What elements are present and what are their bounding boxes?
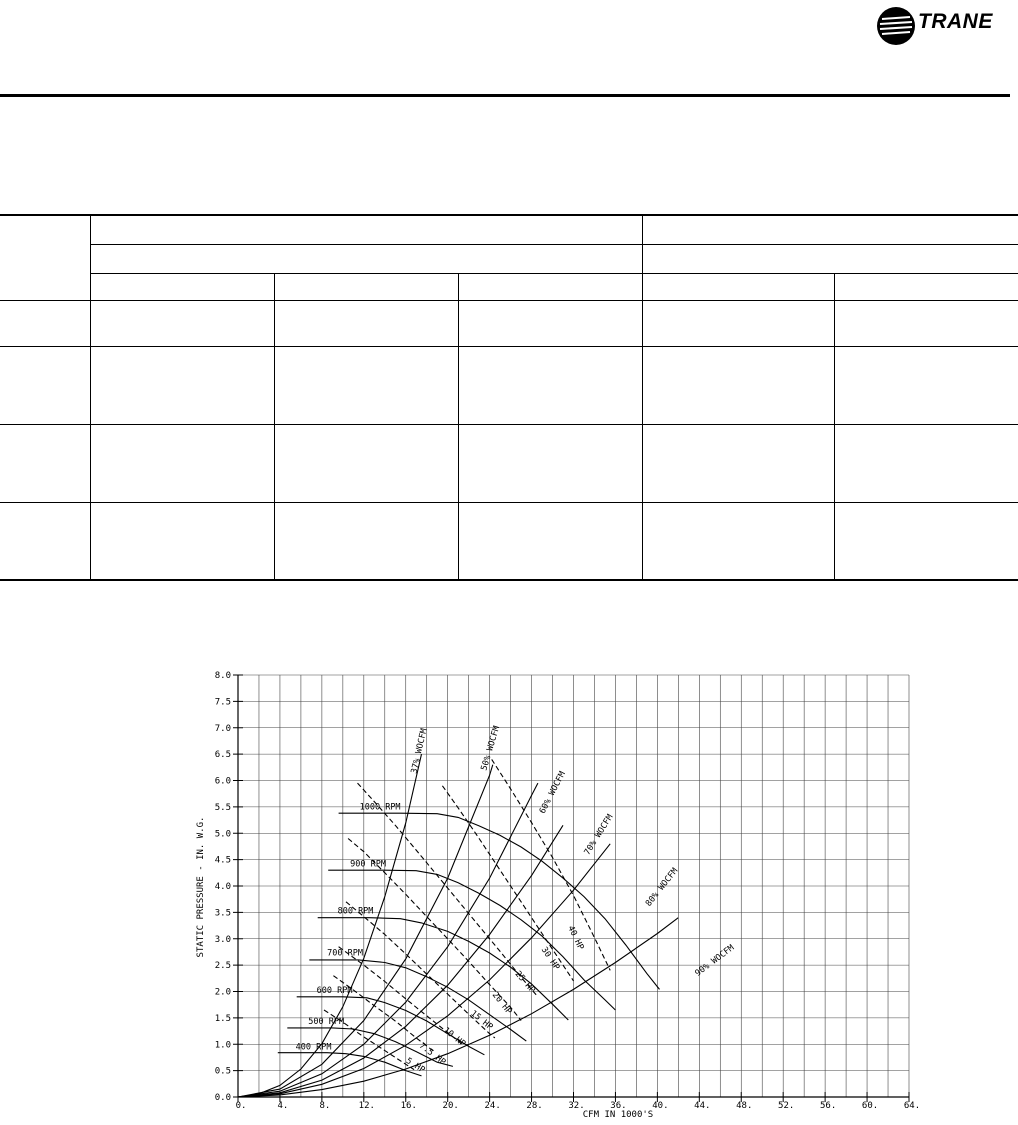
system-curve-label: 80% WOCFM	[643, 866, 681, 909]
x-tick-label: 8.	[319, 1101, 331, 1111]
x-tick-label: 4.	[277, 1101, 289, 1111]
x-axis-label: CFM IN 1000'S	[582, 1110, 654, 1120]
x-tick-label: 52.	[778, 1101, 795, 1111]
y-axis-label: STATIC PRESSURE - IN. W.G.	[196, 816, 206, 958]
y-tick-label: 5.0	[214, 829, 231, 840]
system-curve-line	[238, 783, 538, 1097]
y-tick-label: 0.5	[214, 1066, 231, 1077]
system-curve-label: 60% WOCFM	[537, 770, 568, 816]
y-tick-label: 2.5	[214, 961, 231, 972]
rpm-curve-label: 400 RPM	[295, 1042, 332, 1053]
x-tick-label: 24.	[484, 1101, 501, 1111]
rpm-curve-line	[278, 1053, 422, 1076]
hp-curve-label: 30 HP	[538, 945, 562, 973]
system-curve-label: 90% WOCFM	[693, 943, 737, 979]
system-curve-label: 50% WOCFM	[479, 724, 503, 772]
y-tick-label: 0.0	[214, 1093, 231, 1103]
hp-curve-label: 7.5 HP	[416, 1040, 448, 1068]
table-row	[0, 244, 1018, 273]
x-tick-label: 44.	[694, 1101, 711, 1111]
y-tick-label: 5.5	[214, 802, 231, 813]
y-tick-label: 1.5	[214, 1013, 231, 1024]
table-row	[0, 215, 1018, 244]
y-tick-label: 7.0	[214, 723, 231, 734]
x-tick-label: 40.	[652, 1101, 669, 1111]
rpm-curve-label: 900 RPM	[350, 859, 387, 870]
hp-curve-label: 5 HP	[403, 1056, 427, 1076]
x-tick-label: 64.	[903, 1101, 921, 1111]
x-tick-label: 56.	[819, 1101, 837, 1111]
rpm-curve-label: 600 RPM	[316, 986, 353, 997]
x-tick-label: 48.	[736, 1101, 753, 1111]
hp-curve-line	[442, 786, 573, 981]
x-tick-label: 28.	[526, 1101, 543, 1111]
system-curve-label: 70% WOCFM	[582, 812, 616, 858]
rpm-curve-label: 500 RPM	[308, 1017, 345, 1028]
trane-emblem-icon	[876, 6, 916, 46]
hp-curve-label: 40 HP	[565, 924, 586, 952]
fan-curve-svg	[190, 665, 940, 1120]
x-tick-label: 20.	[442, 1101, 459, 1111]
x-tick-label: 12.	[358, 1101, 375, 1111]
rpm-curve-label: 800 RPM	[337, 906, 374, 917]
table-row	[0, 424, 1018, 502]
x-tick-label: 32.	[568, 1101, 585, 1111]
grid	[238, 675, 909, 1097]
system-curve-line	[238, 765, 493, 1097]
y-tick-label: 4.5	[214, 855, 231, 866]
y-tick-label: 6.5	[214, 750, 231, 761]
y-tick-label: 3.5	[214, 908, 231, 919]
y-tick-label: 4.0	[214, 882, 231, 892]
trane-logo	[876, 4, 1006, 46]
header-rule	[0, 94, 1010, 97]
table-row	[0, 346, 1018, 424]
table-row	[0, 300, 1018, 346]
hp-curve-label: 15 HP	[468, 1008, 495, 1033]
fan-performance-chart	[190, 665, 940, 1125]
hp-curve-label: 10 HP	[441, 1025, 468, 1050]
y-tick-label: 1.0	[214, 1040, 231, 1051]
y-tick-label: 2.0	[214, 987, 231, 998]
system-curve-label: 37% WOCFM	[409, 727, 430, 775]
table-row	[0, 273, 1018, 300]
system-curve-line	[238, 825, 563, 1097]
hp-curve-label: 25 HP	[512, 969, 537, 996]
logo-wordmark: TRANE	[918, 10, 993, 33]
x-tick-label: 16.	[400, 1101, 417, 1111]
rpm-curve-line	[318, 918, 569, 1020]
y-tick-label: 8.0	[214, 671, 231, 681]
x-tick-label: 36.	[610, 1101, 627, 1111]
hp-curve-label: 20 HP	[489, 990, 514, 1017]
x-tick-label: 0.	[235, 1101, 247, 1111]
x-tick-label: 60.	[861, 1101, 879, 1111]
rpm-curve-label: 1000 RPM	[359, 802, 401, 813]
rpm-curve-label: 700 RPM	[327, 948, 363, 959]
table-row	[0, 502, 1018, 580]
y-tick-label: 3.0	[214, 934, 231, 945]
y-tick-label: 6.0	[214, 776, 231, 787]
y-tick-label: 7.5	[214, 697, 231, 708]
empty-spec-table	[0, 214, 1018, 581]
